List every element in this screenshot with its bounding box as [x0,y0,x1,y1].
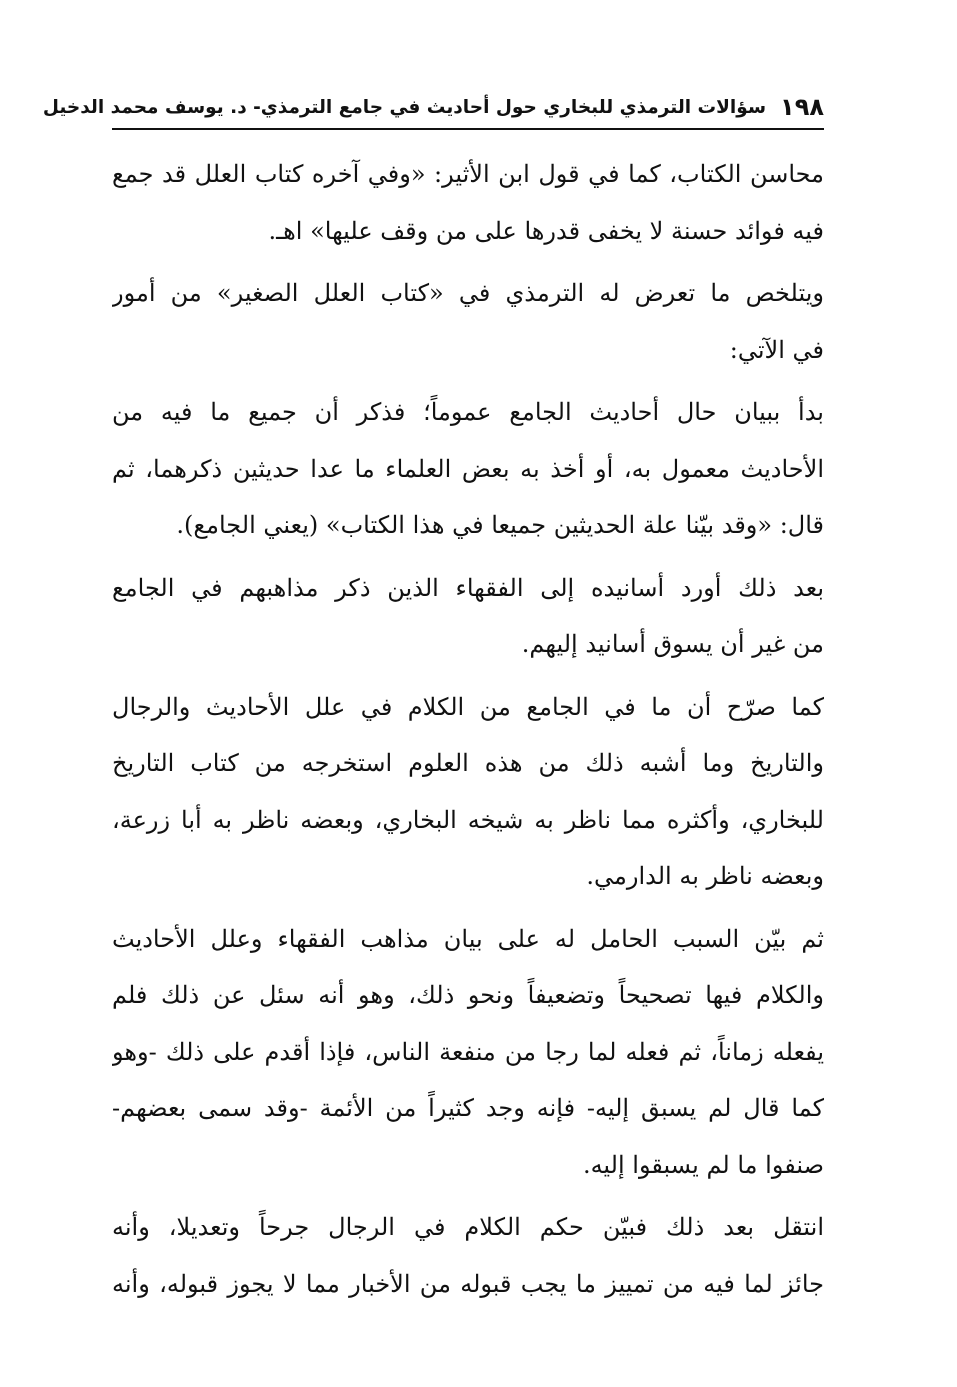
paragraph [112,146,824,259]
text-line: والكلام فيها تصحيحاً وتضعيفاً ونحو ذلك، وهو أنه سئل عن ذلك فلم [112,981,824,1009]
text-line: انتقل بعد ذلك فبيّن حكم الكلام في الرجال جرحاً وتعديلا، وأنه [112,1213,824,1241]
text-line: محاسن الكتاب، كما في قول ابن الأثير: «وفي آخره كتاب العلل قد جمع [112,160,824,188]
text-line: فيه فوائد حسنة لا يخفى قدرها على من وقف عليها» اهـ. [268,216,824,245]
text-line: ثم بيّن السبب الحامل له على بيان مذاهب الفقهاء وعلل الأحاديث [112,924,824,953]
text-line: الأحاديث معمول به، أو أخذ به بعض العلماء ما عدا حديثين ذكرهما، ثم [112,454,824,483]
text-line: جائز لما فيه من تمييز ما يجب قبوله من الأخبار مما لا يجوز قبوله، وأنه [112,1269,824,1298]
text-line: يفعله زماناً، ثم فعله لما رجا من منفعة الناس، فإذا أقدم على ذلك -وهو [112,1037,824,1066]
body-text [112,146,824,1312]
text-line: صنفوا ما لم يسبقوا إليه. [582,1150,824,1179]
text-line: من غير أن يسوق أسانيد إليهم. [521,630,824,658]
text-line: قال: «وقد بيّنا علة الحديثين جميعا في هذا الكتاب» (يعني الجامع). [176,511,824,539]
text-line: كما صرّح أن ما في الجامع من الكلام في علل الأحاديث والرجال [112,692,824,721]
text-line: كما قال لم يسبق إليه- فإنه وجد كثيراً من الأئمة -وقد سمى بعضهم- [112,1094,824,1122]
paragraph [112,911,824,1194]
page-number: ١٩٨ [780,93,824,121]
text-line: وبعضه ناظر به الدارمي. [586,862,824,890]
text-line: بعد ذلك أورد أسانيده إلى الفقهاء الذين ذكر مذاهبهم في الجامع [112,573,824,602]
text-line: في الآتي: [729,335,824,364]
text-line: ويتلخص ما تعرض له الترمذي في «كتاب العلل الصغير» من أمور [112,279,824,307]
running-header [42,90,824,124]
paragraph [112,679,824,905]
paragraph [112,265,824,378]
paragraph [112,384,824,554]
running-header-title: سؤالات الترمذي للبخاري حول أحاديث في جامع الترمذي- د. يوسف محمد الدخيل [42,96,767,118]
text-line: بدأ ببيان حال أحاديث الجامع عموماً؛ فذكر أن جميع ما فيه من [112,398,824,426]
paragraph [112,560,824,673]
paragraph [112,1199,824,1312]
text-line: للبخاري، وأكثره مما ناظر به شيخه البخاري، وبعضه ناظر به أبا زرعة، [112,805,824,834]
header-divider [112,128,824,130]
text-line: والتاريخ وما أشبه ذلك من هذه العلوم استخرجه من كتاب التاريخ [112,749,824,777]
